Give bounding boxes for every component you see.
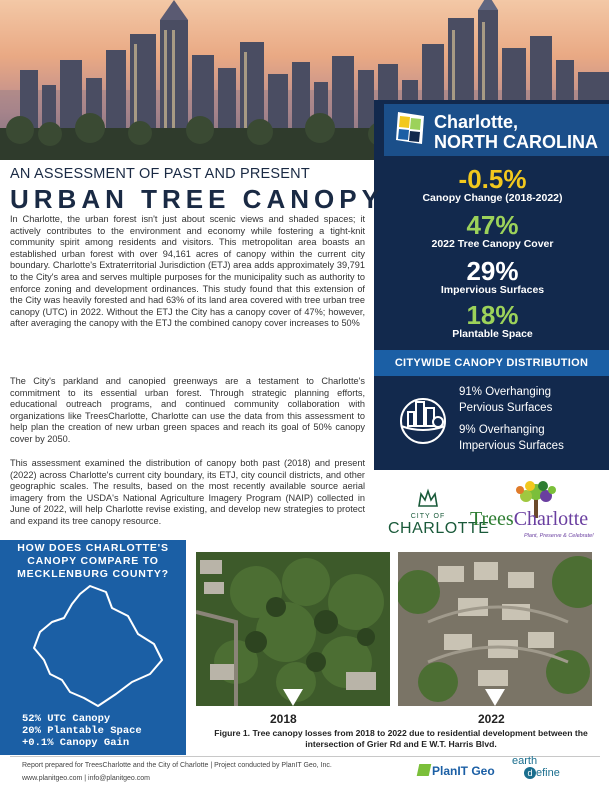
stat-value: -0.5% [458,164,527,194]
city-title [434,112,598,152]
planit-geo-logo [418,764,495,778]
distribution-pervious [459,384,552,416]
city-globe-icon [396,392,450,451]
footer-contact-link[interactable]: www.planitgeo.com | info@planitgeo.com [22,775,150,782]
label-2022: 2022 [478,712,505,726]
stat-value: 29% [466,256,519,286]
stat-canopy-change [380,164,605,204]
compare-gain: +0.1% Canopy Gain [22,737,130,749]
stat-label: 2022 Tree Canopy Cover [431,238,554,250]
city-name: Charlotte, [434,112,519,132]
stat-label: Impervious Surfaces [440,284,545,296]
city-of-label: CITY OF [410,513,446,520]
mecklenburg-county-map-icon [20,582,170,715]
distribution-pervious-line1: 91% Overhanging [459,386,552,398]
aerial-photo-2018 [196,552,390,706]
stat-canopy-cover [380,210,605,250]
distribution-impervious-line1: 9% Overhanging [459,424,545,436]
treescharlotte-tagline: Plant, Preserve & Celebrate! [524,533,594,539]
page-title: URBAN TREE CANOPY [10,184,384,214]
distribution-title: CITYWIDE CANOPY DISTRIBUTION [374,350,609,376]
compare-utc: 52% UTC Canopy [22,713,111,725]
compare-plantable: 20% Plantable Space [22,725,142,737]
charlotte-word: Charlotte [513,508,589,530]
crown-icon [417,488,439,508]
footer-credit: Report prepared for TreesCharlotte and the City of Charlotte | Project conducted by PlanIT Geo, Inc. [22,762,332,769]
compare-title-line1: HOW DOES CHARLOTTE'S [17,542,169,554]
charlotte-label: CHARLOTTE [388,520,490,537]
compare-title [0,542,186,581]
stat-plantable [380,300,605,340]
earthdefine-mark-icon: d [524,767,536,779]
charlotte-map-logo-icon [394,110,428,151]
distribution-impervious-line2: Impervious Surfaces [459,440,564,452]
treescharlotte-name [470,508,588,531]
earthdefine-logo [512,756,560,779]
footer-contact[interactable] [22,775,150,782]
body-paragraph-2: The City's parkland and canopied greenways are a testament to Charlotte's commitment to its essential urban forest. Through strategic planning efforts, educational outreach programs, and continued community collaboration with organizations like TreesCharlotte, Charlotte can use the data from this assessment to help plan the creation of new urban green spaces and reach its goal of 50% canopy cover by 2050. [10,376,365,444]
stat-label: Canopy Change (2018-2022) [422,192,563,204]
state-name: NORTH CAROLINA [434,132,598,152]
planit-geo-name: PlanIT Geo [432,764,495,778]
stat-value: 18% [466,300,519,330]
distribution-pervious-line2: Pervious Surfaces [459,402,553,414]
stat-impervious [380,256,605,296]
city-of-charlotte-logo [388,488,490,538]
body-paragraph-3: This assessment examined the distribution of canopy both past (2018) and present (2022) across Charlotte's current city boundary, its ETJ, city council districts, and other geographic scales. The results, based on the most recently available source aerial imagery from the USDA's National Agriculture Imagery Program (NAIP) collected in June of 2022, will help Charlotte revise existing, and develop new strategies to protect and expand its tree canopy resource. [10,458,365,526]
compare-title-line3: MECKLENBURG COUNTY? [17,568,169,580]
label-2018: 2018 [270,712,297,726]
distribution-impervious [459,422,564,454]
aerial-photo-2022 [398,552,592,706]
compare-stats [22,713,142,749]
earth-word: earth [512,755,538,767]
figure-caption: Figure 1. Tree canopy losses from 2018 to 2022 due to residential development between the intersection of Grier Rd and E W.T. Harris Blvd. [214,728,588,749]
stat-value: 47% [466,210,519,240]
stat-label: Plantable Space [452,328,533,340]
title-small: AN ASSESSMENT OF PAST AND PRESENT [10,166,310,182]
define-word: d efine [524,767,560,779]
trees-word: Trees [470,508,514,530]
planit-mark-icon [417,764,432,776]
compare-title-line2: CANOPY COMPARE TO [27,555,159,567]
body-paragraph-1: In Charlotte, the urban forest isn't just about scenic views and shaded spaces; it actively contributes to the environment and economy while fostering a tight-knit community spirit among residents and visitors. This metropolitan area boasts an established urban forest with over 94,161 acres of canopy within the current city boundary. Charlotte's Extraterritorial Jurisdiction (ETJ) area adds approximately 39,791 to the City's area and serves multiple purposes for the municipality such as authority to enforce zoning and development ordinances. This study found that this extension of the City was heavily forested and had 63% of its land area covered with tree urban tree canopy (UTC) in 2022. Without the ETJ the City has a canopy cover of 47%; however, after averaging the canopy with the ETJ the combined canopy cover increases to 50% [10,214,365,329]
